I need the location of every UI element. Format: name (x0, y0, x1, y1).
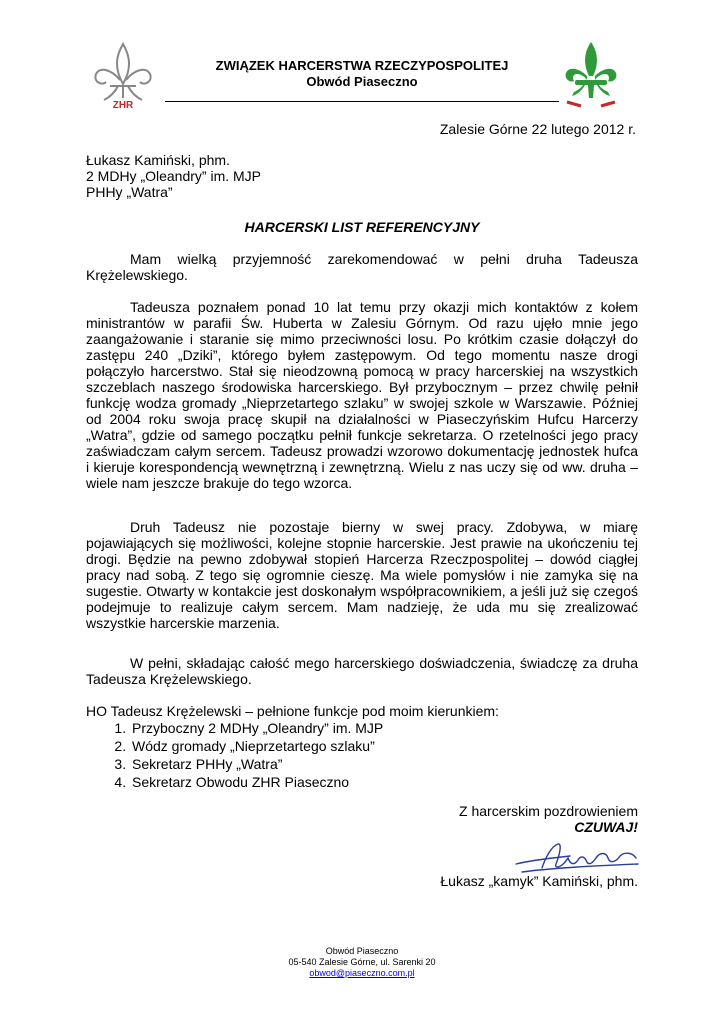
footer-email-link[interactable]: obwod@piaseczno.com.pl (309, 968, 415, 978)
header-divider (165, 101, 559, 102)
org-unit: Obwód Piaseczno (306, 74, 418, 89)
footer-unit: Obwód Piaseczno (325, 946, 399, 956)
org-name: ZWIĄZEK HARCERSTWA RZECZYPOSPOLITEJ (215, 58, 509, 73)
paragraph-intro: Mam wielką przyjemność zarekomendować w pełni druha Tadeusza Krężelewskiego. (86, 251, 638, 283)
list-item: 2. Wódz gromady „Nieprzetartego szlaku” (130, 737, 383, 755)
sender-name: Łukasz Kamiński, phm. (86, 152, 230, 168)
sender-troop: PHHy „Watra” (86, 184, 173, 200)
page-footer (162, 946, 562, 979)
list-item: 3. Sekretarz PHHy „Watra” (130, 755, 383, 773)
list-item: 1. Przyboczny 2 MDHy „Oleandry” im. MJP (130, 719, 383, 737)
list-item: 4. Sekretarz Obwodu ZHR Piaseczno (130, 773, 383, 791)
letter-date: Zalesie Górne 22 lutego 2012 r. (439, 121, 636, 137)
organization-heading (165, 58, 559, 90)
sender-block (86, 152, 261, 200)
green-lily-logo (563, 40, 619, 110)
paragraph-history: Tadeusza poznałem ponad 10 lat temu przy okazji mich kontaktów z kołem ministrantów w parafii Św. Huberta w Zalesiu Górnym. Od razu ujęło mnie jego zaangażowanie i staranie się mimo przeciwności losu. Po krótkim czasie dołączył do zastępu 240 „Dziki”, którego byłem zastępowym. Od tego momentu nasze drogi połączyło harcerstwo. Stał się nieodzowną pomocą w pracy harcerskiej na wszystkich szczeblach naszego środowiska harcerskiego. Był przybocznym – przez chwilę pełnił funkcję wodza gromady „Nieprzetartego szlaku” w swojej szkole w Warszawie. Później od 2004 roku swoja pracę skupił na działalności w Piaseczyńskim Hufcu Harcerzy „Watra”, gdzie od samego początku pełnił funkcje sekretarza. O rzetelności jego pracy zaświadczam całym sercem. Tadeusz prowadzi wzorowo dokumentację jednostek hufca i kieruje korespondencją wewnętrzną i zewnętrzną. Wielu z nas uczy się od ww. druha – wiele nam jeszcze brakuje do tego wzorca. (86, 299, 638, 491)
handwritten-signature (512, 838, 642, 878)
sender-unit: 2 MDHy „Oleandry” im. MJP (86, 168, 262, 184)
roles-list (86, 719, 383, 791)
signer-name: Łukasz „kamyk” Kamiński, phm. (440, 873, 638, 889)
zhr-fleur-de-lis-logo (92, 40, 154, 116)
letter-title: HARCERSKI LIST REFERENCYJNY (244, 219, 480, 235)
footer-address: 05-540 Zalesie Górne, ul. Sarenki 20 (288, 957, 436, 967)
closing-block (459, 803, 638, 835)
roles-intro: HO Tadeusz Krężelewski – pełnione funkcje pod moim kierunkiem: (86, 703, 499, 719)
paragraph-endorsement: W pełni, składając całość mego harcerskiego doświadczenia, świadczę za druha Tadeusza Krężelewskiego. (86, 655, 638, 687)
paragraph-development: Druh Tadeusz nie pozostaje bierny w swej pracy. Zdobywa, w miarę pojawiających się możliwości, kolejne stopnie harcerskie. Jest prawie na ukończeniu tej drogi. Będzie na pewno zdobywał stopień Harcerza Rzeczpospolitej – dowód ciągłej pracy nad sobą. Z tego się ogromnie cieszę. Ma wiele pomysłów i nie zamyka się na sugestie. Otwarty w kontakcie jest doskonałym współpracownikiem, a jeśli już się czegoś podejmuje to realizuje całym sercem. Mam nadzieję, że uda mu się zrealizować wszystkie harcerskie marzenia. (86, 519, 638, 631)
zhr-logo-text: ZHR (112, 100, 134, 111)
closing-motto: CZUWAJ! (574, 819, 638, 835)
closing-greeting: Z harcerskim pozdrowieniem (459, 803, 638, 819)
